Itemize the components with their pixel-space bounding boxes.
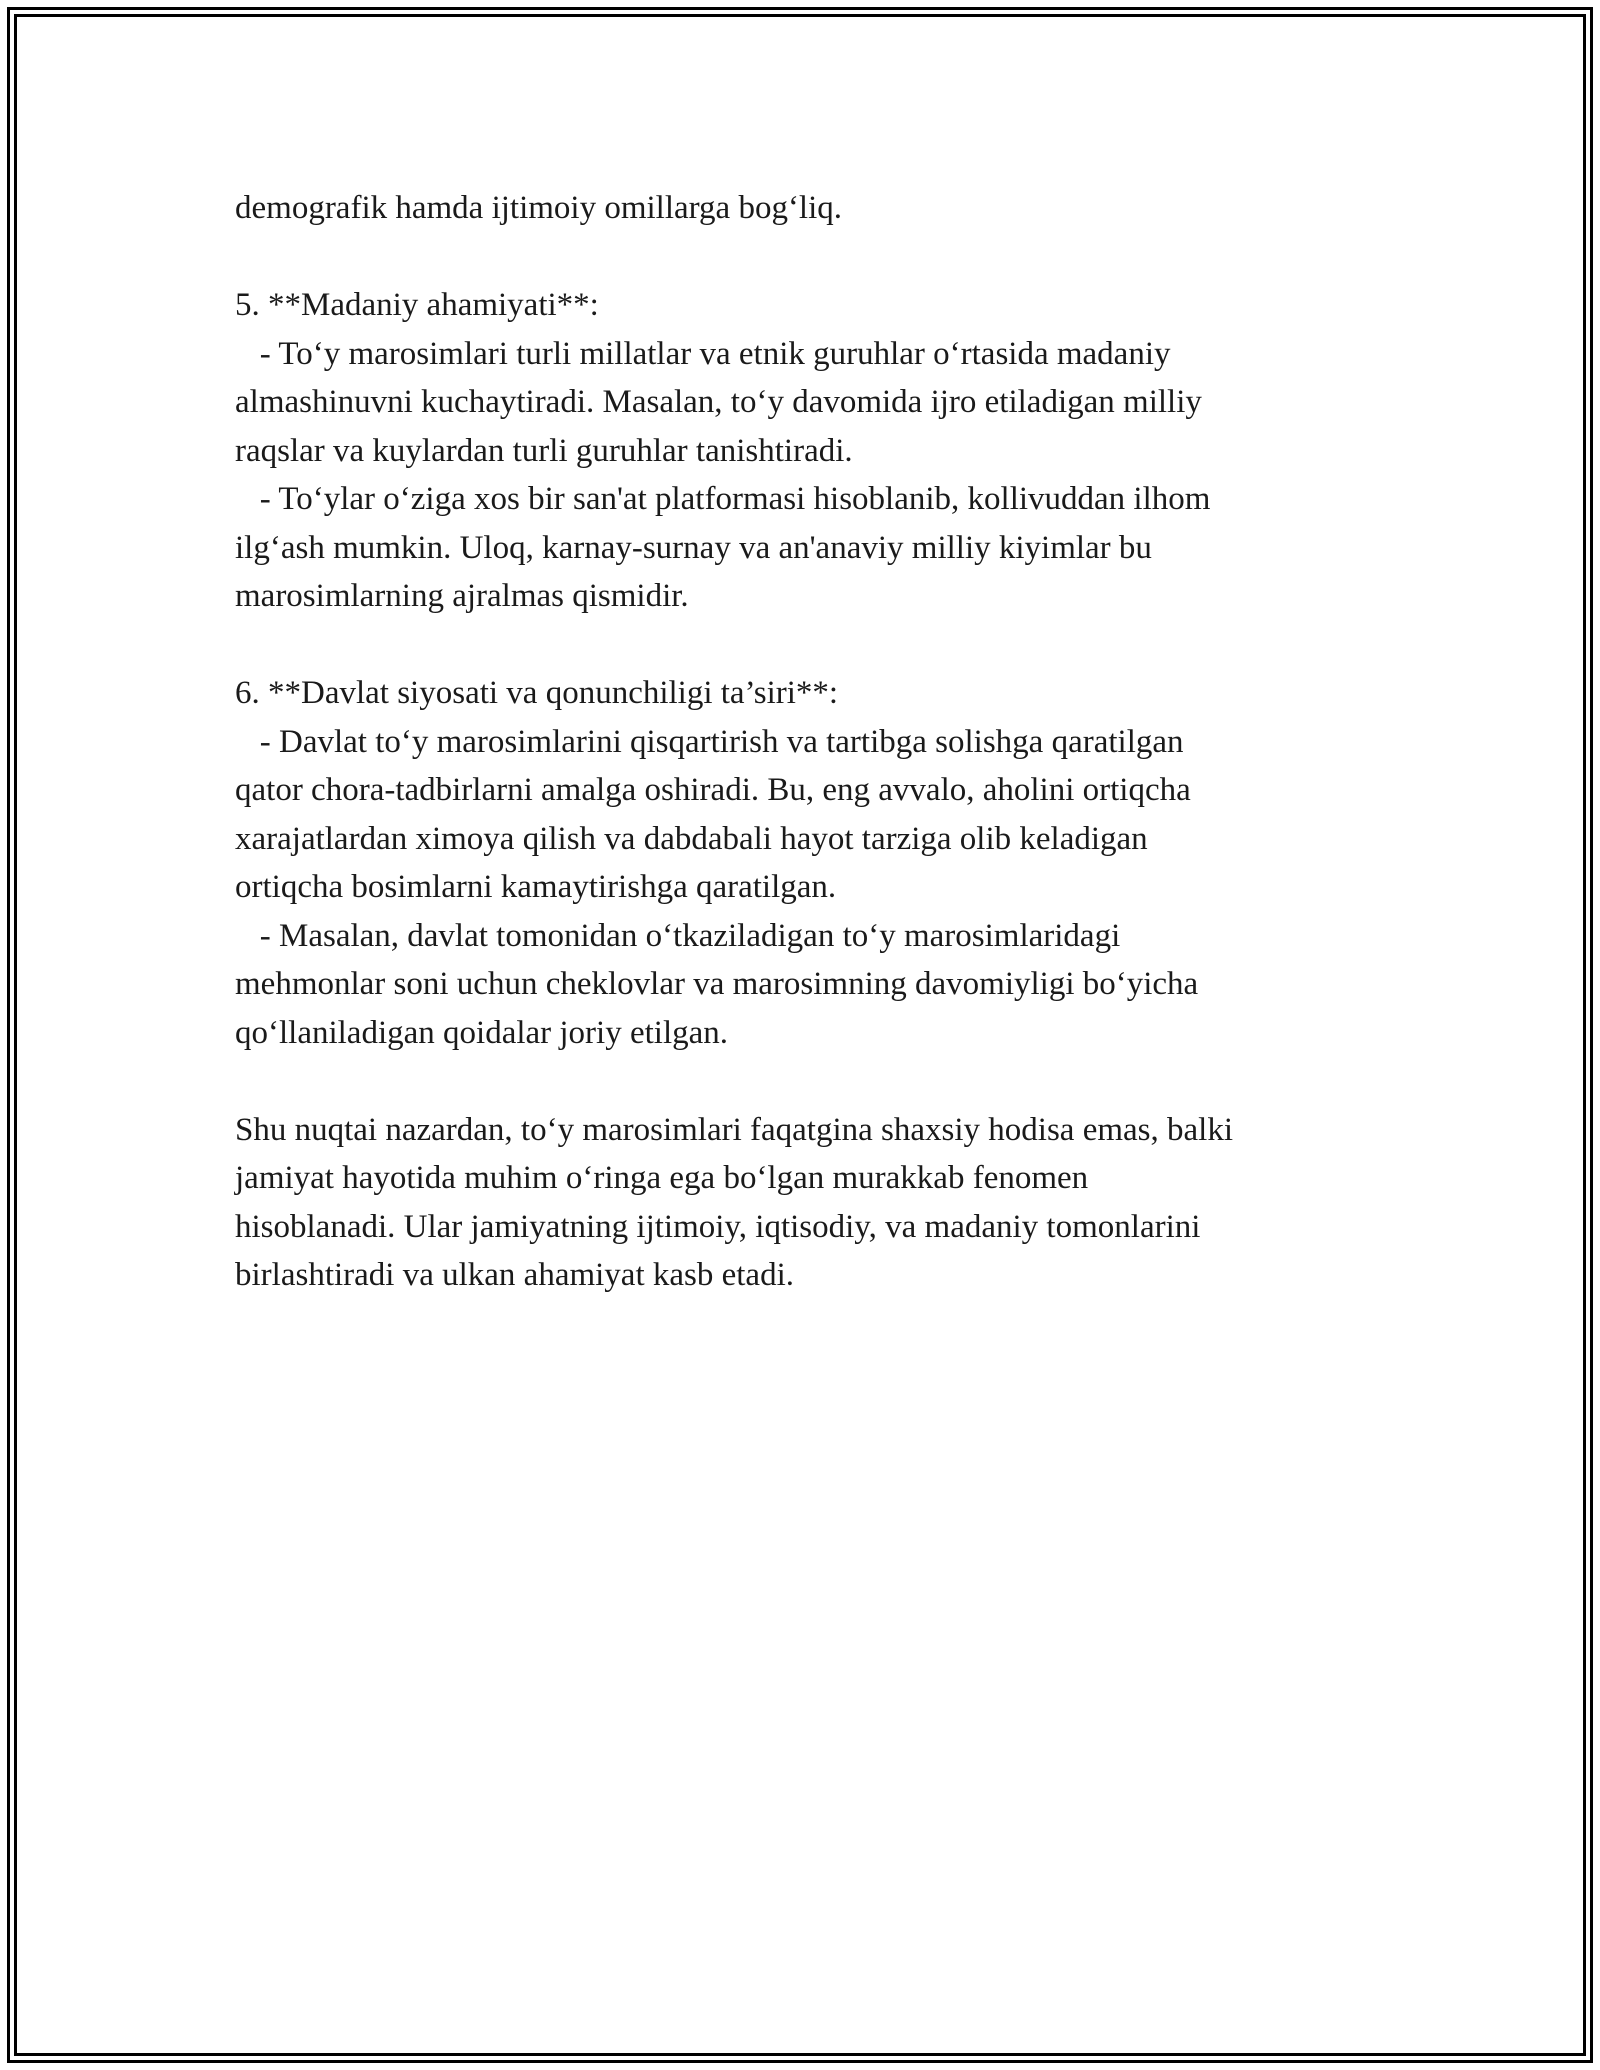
text-line: qator chora-tadbirlarni amalga oshiradi. Bu, eng avvalo, aholini ortiqcha	[235, 772, 1191, 808]
blank-line	[235, 233, 1375, 282]
section-state-policy	[235, 669, 1375, 1057]
text-line: - Davlat to‘y marosimlarini qisqartirish va tartibga solishga qaratilgan	[235, 723, 1184, 760]
text-line: marosimlarning ajralmas qismidir.	[235, 578, 689, 614]
section-heading: 6. **Davlat siyosati va qonunchiligi ta’siri**:	[235, 675, 839, 711]
text-line: - To‘y marosimlari turli millatlar va etnik guruhlar o‘rtasida madaniy	[235, 335, 1171, 372]
text-line: ortiqcha bosimlarni kamaytirishga qaratilgan.	[235, 869, 837, 905]
text-line: hisoblanadi. Ular jamiyatning ijtimoiy, iqtisodiy, va madaniy tomonlarini	[235, 1208, 1201, 1245]
bullet-item	[235, 475, 1375, 621]
conclusion-paragraph	[235, 1106, 1375, 1300]
bullet-item	[235, 330, 1375, 476]
text-line: - Masalan, davlat tomonidan o‘tkaziladigan to‘y marosimlaridagi	[235, 917, 1121, 954]
text-line: ilg‘ash mumkin. Uloq, karnay-surnay va an'anaviy milliy kiyimlar bu	[235, 529, 1152, 566]
bullet-item	[235, 912, 1375, 1058]
blank-line	[235, 621, 1375, 670]
text-line: almashinuvni kuchaytiradi. Masalan, to‘y davomida ijro etiladigan milliy	[235, 384, 1202, 420]
text-line: Shu nuqtai nazardan, to‘y marosimlari faqatgina shaxsiy hodisa emas, balki	[235, 1111, 1233, 1148]
text-line: demografik hamda ijtimoiy omillarga bog‘liq.	[235, 190, 843, 226]
section-heading: 5. **Madaniy ahamiyati**:	[235, 287, 599, 323]
text-line: xarajatlardan ximoya qilish va dabdabali hayot tarziga olib keladigan	[235, 820, 1148, 857]
paragraph-tail	[235, 184, 1375, 233]
text-line: birlashtiradi va ulkan ahamiyat kasb etadi.	[235, 1257, 794, 1293]
text-line: qo‘llaniladigan qoidalar joriy etilgan.	[235, 1014, 729, 1051]
document-body	[235, 184, 1375, 1300]
blank-line	[235, 1057, 1375, 1106]
bullet-item	[235, 718, 1375, 912]
text-line: mehmonlar soni uchun cheklovlar va marosimning davomiyligi bo‘yicha	[235, 966, 1199, 1002]
text-line: raqslar va kuylardan turli guruhlar tanishtiradi.	[235, 432, 853, 469]
text-line: - To‘ylar o‘ziga xos bir san'at platformasi hisoblanib, kollivuddan ilhom	[235, 481, 1211, 517]
section-cultural-significance	[235, 281, 1375, 621]
text-line: jamiyat hayotida muhim o‘ringa ega bo‘lgan murakkab fenomen	[235, 1160, 1089, 1196]
